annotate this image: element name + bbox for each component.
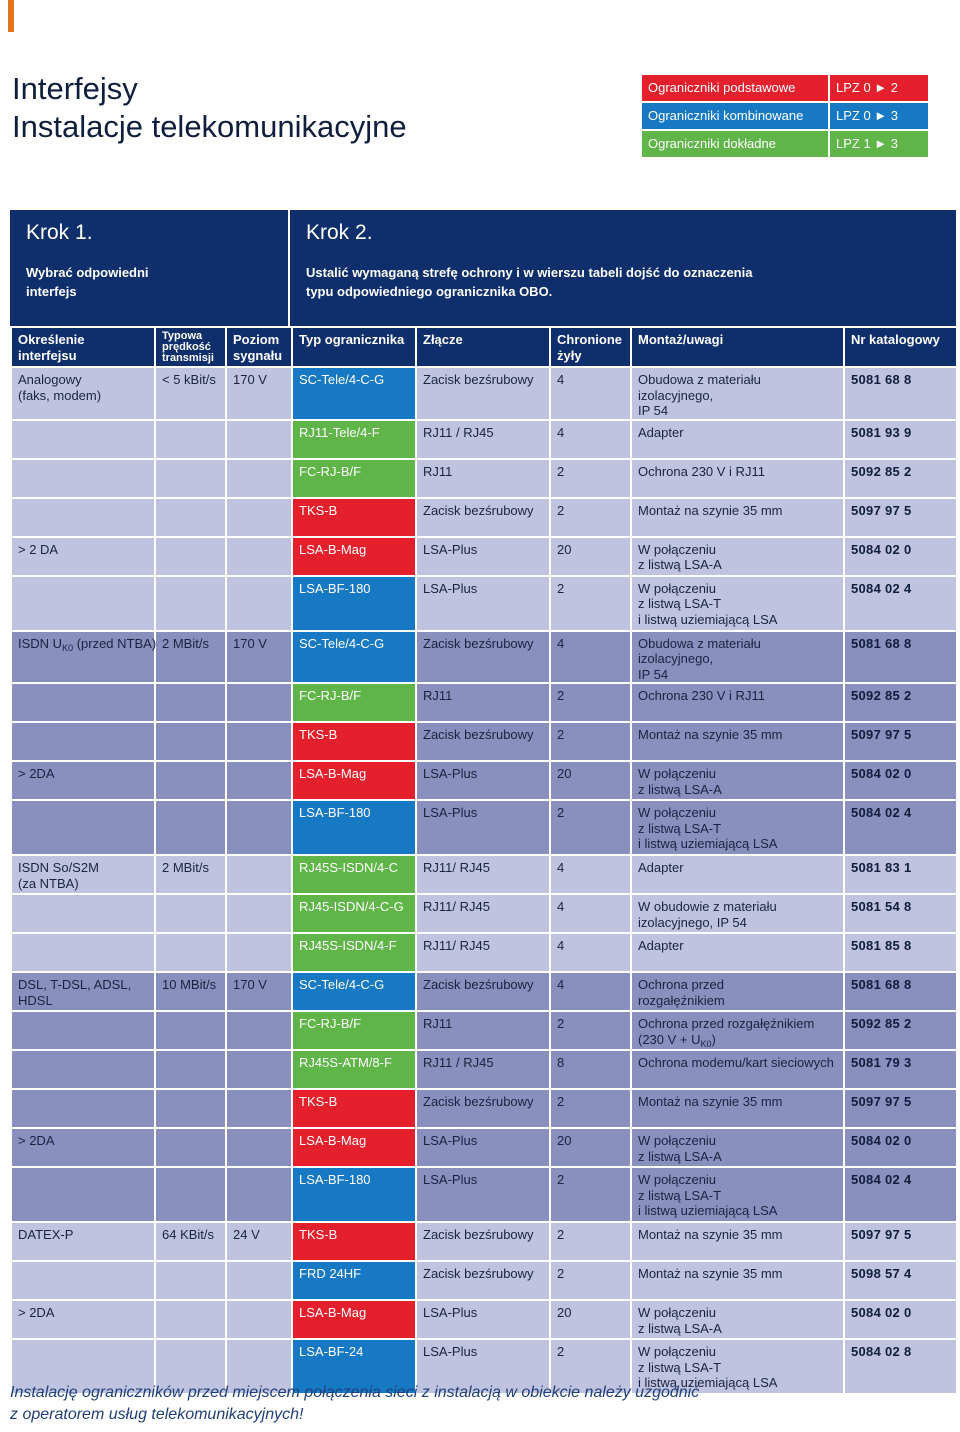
cell-catalog: 5081 68 8 [844,367,957,420]
cell-catalog: 5084 02 8 [844,1339,957,1394]
table-row [11,683,957,722]
cell-mount: Ochrona modemu/kart sieciowych [631,1050,844,1089]
header-connector: Złącze [416,327,550,367]
cell-catalog: 5097 97 5 [844,1089,957,1128]
cell-type: RJ45-ISDN/4-C-G [292,894,416,933]
cell-catalog: 5084 02 0 [844,1128,957,1167]
step-2-desc [306,263,940,301]
cell-wires: 4 [550,367,631,420]
cell-connector: RJ11 [416,683,550,722]
table-row [11,972,957,1011]
table-row [11,1222,957,1261]
table-row [11,1011,957,1050]
cell-connector: RJ11/ RJ45 [416,855,550,894]
table-row [11,420,957,459]
cell-connector: LSA-Plus [416,800,550,855]
table-row [11,761,957,800]
cell-mount: Ochrona przed rozgałęźnikiem [631,972,844,1011]
cell-speed: 64 KBit/s [155,1222,226,1261]
cell-wires: 4 [550,855,631,894]
cell-connector: Zacisk bezśrubowy [416,498,550,537]
cell-wires: 2 [550,498,631,537]
cell-wires: 4 [550,972,631,1011]
cell-catalog: 5081 68 8 [844,972,957,1011]
cell-catalog: 5081 68 8 [844,631,957,684]
cell-wires: 4 [550,631,631,684]
cell-type: LSA-B-Mag [292,1128,416,1167]
step-2-desc-line: Ustalić wymaganą strefę ochrony i w wierszu tabeli dojść do oznaczenia [306,265,753,280]
cell-speed: < 5 kBit/s [155,367,226,420]
cell-type: TKS-B [292,722,416,761]
cell-connector: Zacisk bezśrubowy [416,631,550,684]
step-2-desc-line: typu odpowiedniego ogranicznika OBO. [306,284,553,299]
cell-catalog: 5097 97 5 [844,722,957,761]
table-row [11,498,957,537]
cell-wires: 8 [550,1050,631,1089]
cell-mount: Montaż na szynie 35 mm [631,498,844,537]
cell-connector: Zacisk bezśrubowy [416,1222,550,1261]
cell-wires: 20 [550,761,631,800]
table-row [11,459,957,498]
cell-interface: ISDN $U_{K0}$ (przed NTBA) [11,631,155,684]
cell-connector: LSA-Plus [416,1167,550,1222]
cell-speed: 2 MBit/s [155,855,226,894]
table-row [11,894,957,933]
cell-catalog: 5081 83 1 [844,855,957,894]
cell-catalog: 5084 02 4 [844,800,957,855]
cell-catalog: 5084 02 0 [844,1300,957,1339]
cell-interface: > 2 DA [11,537,155,576]
header-catalog: Nr katalogowy [844,327,957,367]
cell-wires: 2 [550,1011,631,1050]
cell-speed: 10 MBit/s [155,972,226,1011]
cell-type: LSA-BF-24 [292,1339,416,1394]
cell-catalog: 5084 02 4 [844,576,957,631]
cell-wires: 4 [550,894,631,933]
cell-mount: W połączeniu z listwą LSA-T i listwą uziemiającą LSA [631,576,844,631]
header-level: Poziom sygnału [226,327,292,367]
cell-mount: Montaż na szynie 35 mm [631,1261,844,1300]
cell-type: RJ45S-ISDN/4-F [292,933,416,972]
table-row [11,1128,957,1167]
footnote [10,1382,699,1426]
table-row [11,855,957,894]
cell-level: 170 V [226,631,292,684]
cell-connector: RJ11 / RJ45 [416,420,550,459]
cell-interface: DATEX-P [11,1222,155,1261]
legend-zone: LPZ 0 ► 2 [828,75,928,101]
cell-wires: 4 [550,420,631,459]
table-row [11,1167,957,1222]
cell-type: RJ45S-ISDN/4-C [292,855,416,894]
cell-type: LSA-BF-180 [292,800,416,855]
cell-wires: 20 [550,1300,631,1339]
cell-connector: RJ11/ RJ45 [416,933,550,972]
header-mount: Montaż/uwagi [631,327,844,367]
cell-mount: W połączeniu z listwą LSA-T i listwą uziemiającą LSA [631,800,844,855]
step-1-desc-line: Wybrać odpowiedni [26,265,149,280]
cell-mount: Adapter [631,933,844,972]
cell-type: LSA-B-Mag [292,537,416,576]
title-line-1: Interfejsy [12,71,138,106]
table-row [11,537,957,576]
cell-catalog: 5092 85 2 [844,683,957,722]
cell-mount: Ochrona przed rozgałęźnikiem (230 $V + U_{K0}$) [631,1011,844,1050]
cell-catalog: 5084 02 4 [844,1167,957,1222]
cell-type: SC-Tele/4-C-G [292,631,416,684]
cell-wires: 2 [550,1089,631,1128]
table-row [11,722,957,761]
cell-catalog: 5098 57 4 [844,1261,957,1300]
table-header-row [11,327,957,367]
cell-connector: Zacisk bezśrubowy [416,1261,550,1300]
cell-connector: Zacisk bezśrubowy [416,972,550,1011]
cell-connector: Zacisk bezśrubowy [416,1089,550,1128]
cell-connector: LSA-Plus [416,1300,550,1339]
cell-type: RJ45S-ATM/8-F [292,1050,416,1089]
cell-interface: Analogowy (faks, modem) [11,367,155,420]
header-wires: Chronione żyły [550,327,631,367]
cell-level: 24 V [226,1222,292,1261]
cell-type: RJ11-Tele/4-F [292,420,416,459]
header-type: Typ ogranicznika [292,327,416,367]
table-row [11,1300,957,1339]
cell-mount: Ochrona 230 V i RJ11 [631,683,844,722]
cell-connector: Zacisk bezśrubowy [416,367,550,420]
cell-catalog: 5081 54 8 [844,894,957,933]
cell-mount: Adapter [631,420,844,459]
cell-catalog: 5097 97 5 [844,498,957,537]
cell-catalog: 5084 02 0 [844,761,957,800]
legend-name: Ograniczniki podstawowe [648,80,796,95]
cell-connector: LSA-Plus [416,1128,550,1167]
footnote-line: Instalację ograniczników przed miejscem połączenia sieci z instalacją w obiekcie należy uzgodnić [10,1384,700,1401]
header-interface: Określenie interfejsu [11,327,155,367]
cell-connector: RJ11 / RJ45 [416,1050,550,1089]
cell-connector: Zacisk bezśrubowy [416,722,550,761]
accent-bar [8,0,14,32]
cell-wires: 2 [550,1261,631,1300]
cell-connector: RJ11/ RJ45 [416,894,550,933]
cell-interface: > 2DA [11,761,155,800]
cell-wires: 2 [550,722,631,761]
cell-mount: W obudowie z materiału izolacyjnego, IP 54 [631,894,844,933]
legend-row-basic [642,75,928,101]
legend-row-combined [642,103,928,129]
cell-wires: 2 [550,459,631,498]
cell-mount: Adapter [631,855,844,894]
cell-wires: 2 [550,576,631,631]
cell-mount: W połączeniu z listwą LSA-A [631,537,844,576]
steps-banner [10,210,956,326]
cell-level: 170 V [226,367,292,420]
cell-connector: LSA-Plus [416,1339,550,1394]
cell-catalog: 5081 79 3 [844,1050,957,1089]
table-row [11,1261,957,1300]
header-speed: Typowa prędkość transmisji [155,327,226,367]
footnote-line: z operatorem usług telekomunikacyjnych! [10,1406,304,1423]
cell-mount: Ochrona 230 V i RJ11 [631,459,844,498]
legend-name: Ograniczniki kombinowane [648,108,804,123]
cell-type: LSA-B-Mag [292,1300,416,1339]
cell-wires: 2 [550,683,631,722]
legend-zone: LPZ 1 ► 3 [828,131,928,157]
cell-catalog: 5081 85 8 [844,933,957,972]
cell-wires: 20 [550,1128,631,1167]
protector-table [10,326,958,1395]
cell-mount: Montaż na szynie 35 mm [631,722,844,761]
cell-connector: RJ11 [416,459,550,498]
legend-zone: LPZ 0 ► 3 [828,103,928,129]
cell-catalog: 5084 02 0 [844,537,957,576]
cell-interface: > 2DA [11,1128,155,1167]
cell-type: LSA-BF-180 [292,576,416,631]
cell-catalog: 5097 97 5 [844,1222,957,1261]
cell-type: LSA-B-Mag [292,761,416,800]
cell-wires: 2 [550,1167,631,1222]
step-1 [10,210,290,326]
cell-mount: W połączeniu z listwą LSA-A [631,1128,844,1167]
cell-interface: > 2DA [11,1300,155,1339]
cell-wires: 2 [550,800,631,855]
cell-type: SC-Tele/4-C-G [292,972,416,1011]
cell-type: TKS-B [292,498,416,537]
table-row [11,631,957,684]
cell-catalog: 5081 93 9 [844,420,957,459]
page-title [12,70,407,146]
cell-mount: Montaż na szynie 35 mm [631,1222,844,1261]
step-2-title: Krok 2. [306,221,373,244]
legend-name: Ograniczniki dokładne [648,136,776,151]
cell-wires: 4 [550,933,631,972]
cell-mount: Montaż na szynie 35 mm [631,1089,844,1128]
cell-speed: 2 MBit/s [155,631,226,684]
cell-wires: 20 [550,537,631,576]
table-row [11,933,957,972]
cell-mount: W połączeniu z listwą LSA-A [631,1300,844,1339]
table-row [11,1050,957,1089]
step-1-title: Krok 1. [26,221,93,244]
step-2 [290,210,956,326]
step-1-desc [26,263,272,301]
title-line-2: Instalacje telekomunikacyjne [12,109,407,144]
cell-type: TKS-B [292,1089,416,1128]
cell-mount: W połączeniu z listwą LSA-T i listwą uziemiającą LSA [631,1167,844,1222]
cell-type: TKS-B [292,1222,416,1261]
cell-type: FRD 24HF [292,1261,416,1300]
cell-wires: 2 [550,1222,631,1261]
legend-row-fine [642,131,928,157]
cell-connector: LSA-Plus [416,761,550,800]
cell-type: FC-RJ-B/F [292,1011,416,1050]
table-row [11,800,957,855]
cell-mount: Obudowa z materiału izolacyjnego, IP 54 [631,367,844,420]
cell-catalog: 5092 85 2 [844,459,957,498]
step-1-desc-line: interfejs [26,284,77,299]
cell-interface: ISDN So/S2M (za NTBA) [11,855,155,894]
cell-connector: LSA-Plus [416,576,550,631]
cell-type: SC-Tele/4-C-G [292,367,416,420]
cell-mount: W połączeniu z listwą LSA-A [631,761,844,800]
cell-connector: LSA-Plus [416,537,550,576]
cell-level: 170 V [226,972,292,1011]
table-row [11,367,957,420]
cell-type: FC-RJ-B/F [292,459,416,498]
cell-catalog: 5092 85 2 [844,1011,957,1050]
cell-mount: Obudowa z materiału izolacyjnego, IP 54 [631,631,844,684]
cell-wires: 2 [550,1339,631,1394]
table-row [11,576,957,631]
cell-interface: DSL, T-DSL, ADSL, HDSL [11,972,155,1011]
cell-type: LSA-BF-180 [292,1167,416,1222]
cell-type: FC-RJ-B/F [292,683,416,722]
legend [642,75,928,159]
cell-mount: W połączeniu z listwą LSA-T i listwą uziemiającą LSA [631,1339,844,1394]
cell-connector: RJ11 [416,1011,550,1050]
table-row [11,1089,957,1128]
